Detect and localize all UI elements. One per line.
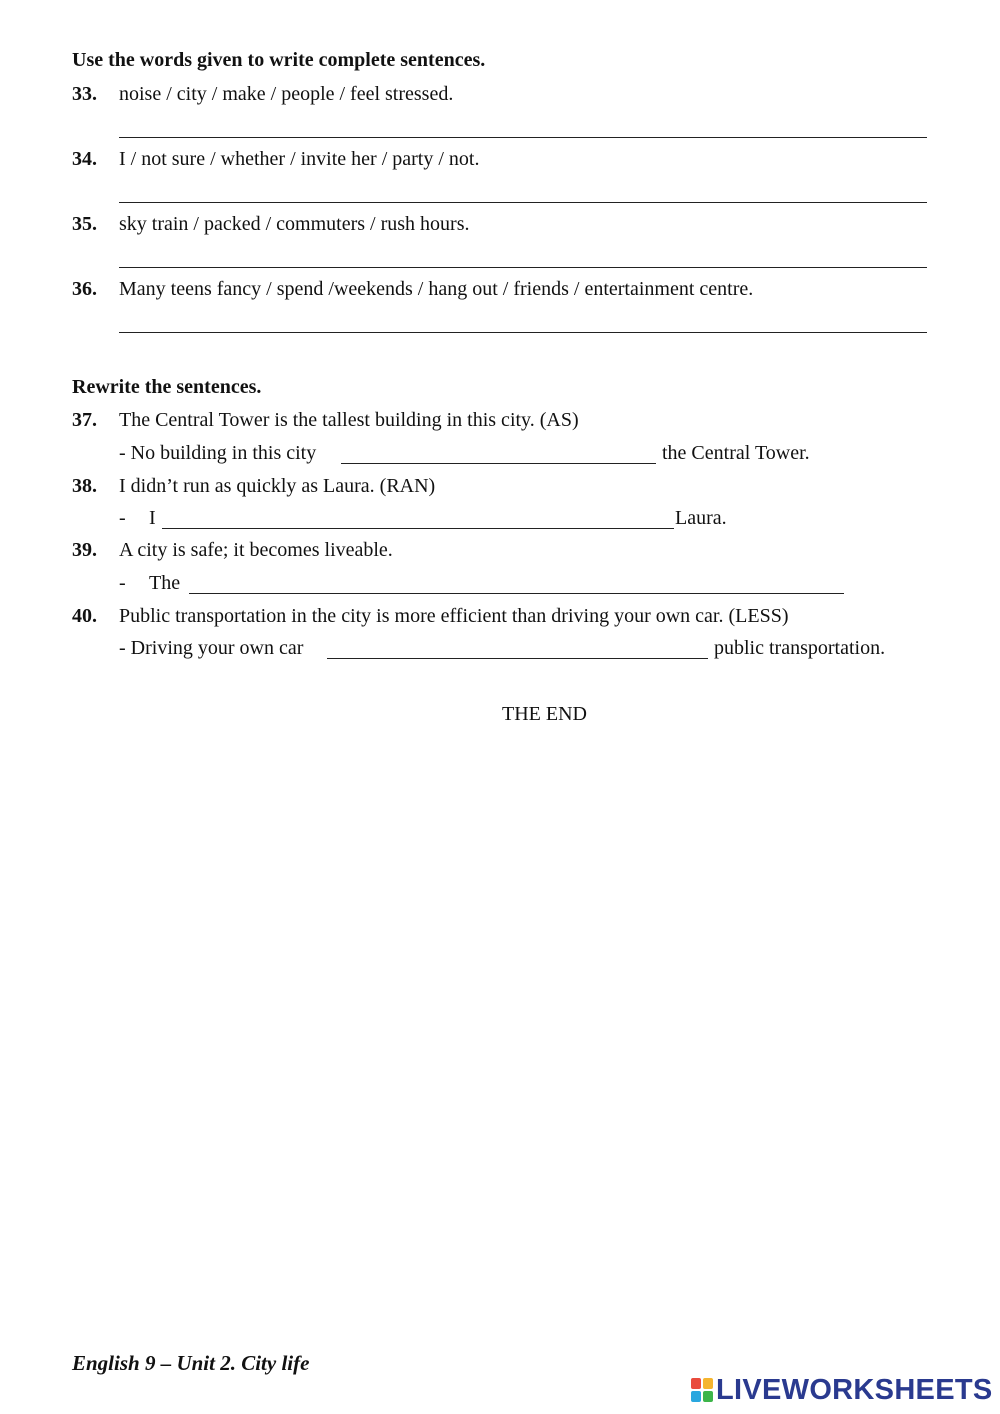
question-number: 37. [72, 409, 97, 431]
answer-line[interactable] [119, 332, 927, 333]
section-heading-write-sentences: Use the words given to write complete sentences. [72, 49, 486, 71]
question-prompt: noise / city / make / people / feel stressed. [119, 83, 454, 105]
rewrite-prefix: - No building in this city [119, 442, 317, 464]
question-prompt: The Central Tower is the tallest building in this city. (AS) [119, 409, 579, 431]
question-number: 38. [72, 475, 97, 497]
answer-blank[interactable] [341, 463, 656, 464]
question-prompt: sky train / packed / commuters / rush hours. [119, 213, 470, 235]
question-prompt: I / not sure / whether / invite her / party / not. [119, 148, 480, 170]
question-number: 35. [72, 213, 97, 235]
question-prompt: Many teens fancy / spend /weekends / hang out / friends / entertainment centre. [119, 278, 754, 300]
question-prompt: A city is safe; it becomes liveable. [119, 539, 393, 561]
liveworksheets-logo-icon [691, 1378, 713, 1402]
question-prompt: Public transportation in the city is more efficient than driving your own car. (LESS) [119, 605, 789, 627]
question-number: 33. [72, 83, 97, 105]
answer-blank[interactable] [189, 593, 844, 594]
rewrite-prefix: The [149, 572, 181, 594]
question-prompt: I didn’t run as quickly as Laura. (RAN) [119, 475, 436, 497]
question-number: 39. [72, 539, 97, 561]
rewrite-suffix: Laura. [675, 507, 727, 529]
rewrite-dash: - [119, 572, 126, 594]
rewrite-dash: - [119, 507, 126, 529]
rewrite-suffix: public transportation. [714, 637, 886, 659]
answer-line[interactable] [119, 202, 927, 203]
liveworksheets-logo [691, 1374, 993, 1406]
question-number: 40. [72, 605, 97, 627]
footer-title: English 9 – Unit 2. City life [72, 1351, 310, 1375]
rewrite-suffix: the Central Tower. [662, 442, 810, 464]
answer-blank[interactable] [162, 528, 674, 529]
liveworksheets-logo-text: LIVEWORKSHEETS [716, 1373, 993, 1406]
question-number: 34. [72, 148, 97, 170]
end-text: THE END [502, 703, 587, 725]
rewrite-prefix: I [149, 507, 156, 529]
answer-line[interactable] [119, 137, 927, 138]
answer-line[interactable] [119, 267, 927, 268]
section-heading-rewrite: Rewrite the sentences. [72, 376, 262, 398]
rewrite-prefix: - Driving your own car [119, 637, 304, 659]
answer-blank[interactable] [327, 658, 708, 659]
question-number: 36. [72, 278, 97, 300]
